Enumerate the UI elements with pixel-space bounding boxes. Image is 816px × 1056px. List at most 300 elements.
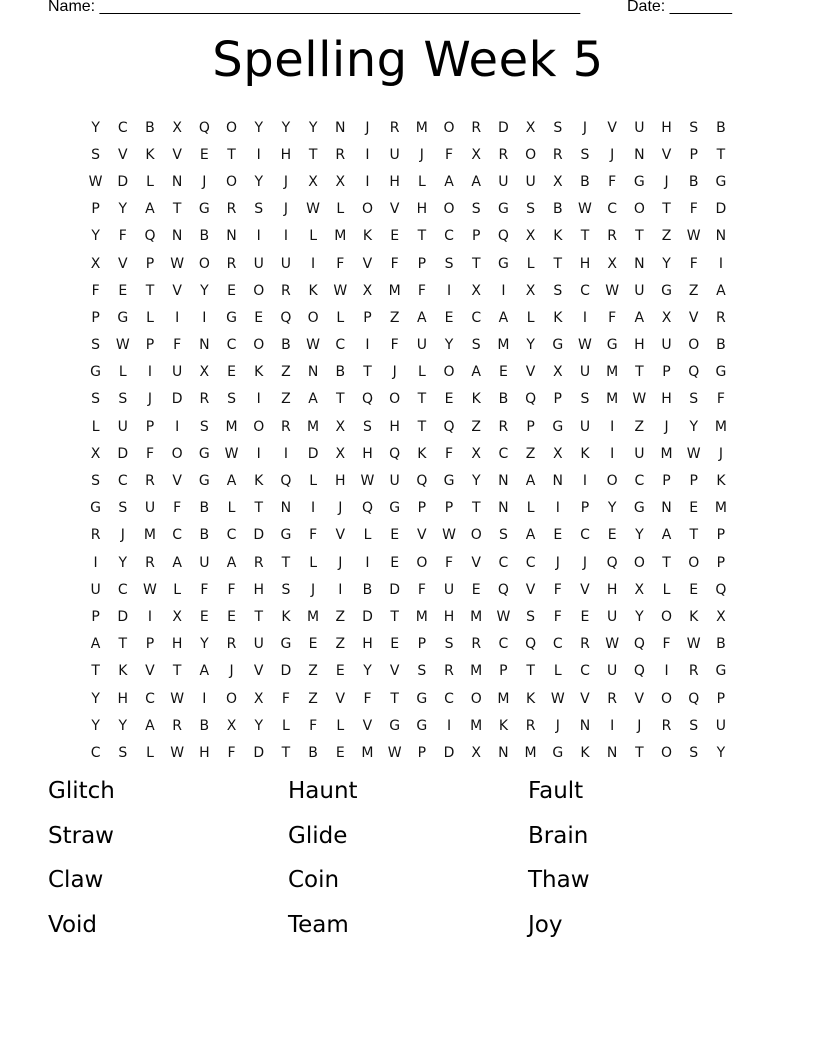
grid-cell: Y (91, 690, 100, 707)
grid-cell: F (336, 255, 345, 272)
grid-cell: F (227, 581, 236, 598)
grid-cell: I (93, 554, 98, 571)
grid-cell: M (606, 391, 619, 408)
grid-cell: I (202, 309, 207, 326)
grid-cell: O (226, 119, 238, 136)
grid-cell: N (280, 500, 292, 517)
grid-cell: I (446, 282, 452, 299)
grid-cell: V (145, 663, 155, 680)
grid-cell: K (526, 690, 536, 707)
grid-cell: H (362, 636, 373, 653)
grid-cell: N (552, 473, 564, 490)
grid-cell: F (445, 445, 454, 462)
grid-cell: S (471, 201, 481, 218)
grid-cell: D (117, 445, 129, 462)
grid-cell: E (227, 282, 236, 299)
grid-cell: L (227, 500, 236, 517)
grid-cell: U (443, 581, 455, 598)
grid-cell: B (716, 337, 726, 354)
grid-cell: P (145, 636, 155, 653)
grid-cell: D (389, 581, 401, 598)
grid-cell: A (525, 527, 536, 544)
grid-cell: F (390, 255, 399, 272)
grid-cell: S (417, 663, 427, 680)
grid-cell: J (147, 391, 153, 408)
grid-cell: E (308, 636, 318, 653)
grid-cell: M (470, 608, 483, 625)
grid-cell: R (471, 119, 482, 136)
grid-cell: K (362, 228, 373, 245)
word-list (48, 778, 768, 956)
grid-cell: R (661, 717, 672, 734)
grid-cell: G (226, 309, 237, 326)
grid-cell: P (716, 527, 726, 544)
grid-cell: L (118, 364, 127, 381)
grid-cell: F (716, 391, 725, 408)
grid-cell: A (308, 391, 318, 408)
grid-cell: X (308, 173, 318, 190)
grid-cell: G (416, 717, 428, 734)
grid-cell: H (661, 119, 672, 136)
grid-cell: C (226, 527, 237, 544)
grid-cell: T (281, 554, 291, 571)
grid-cell: W (115, 337, 130, 354)
grid-cell: E (335, 744, 345, 761)
word-list-item: Glide (288, 822, 348, 849)
grid-cell: L (526, 309, 535, 326)
grid-cell: M (524, 744, 537, 761)
grid-cell: I (718, 255, 723, 272)
grid-cell: J (392, 364, 397, 381)
word-list-item: Void (48, 911, 98, 938)
grid-cell: T (390, 608, 399, 625)
grid-cell: I (365, 554, 370, 571)
grid-cell: K (580, 445, 590, 462)
grid-cell: K (308, 282, 318, 299)
grid-cell: L (336, 201, 345, 218)
grid-cell: O (606, 473, 618, 490)
grid-cell: L (363, 527, 372, 544)
grid-cell: X (90, 255, 101, 272)
grid-cell: E (390, 527, 400, 544)
grid-cell: S (526, 201, 536, 218)
grid-cell: P (471, 228, 481, 245)
grid-cell: A (661, 527, 672, 544)
grid-cell: U (607, 608, 618, 625)
grid-cell: I (147, 608, 153, 625)
grid-cell: Q (688, 364, 700, 381)
grid-cell: E (335, 663, 345, 680)
grid-cell: E (471, 581, 481, 598)
grid-cell: Z (661, 228, 672, 245)
grid-cell: E (390, 554, 400, 571)
grid-cell: I (501, 282, 506, 299)
grid-cell: L (417, 364, 426, 381)
grid-cell: C (172, 527, 183, 544)
grid-cell: P (662, 473, 671, 490)
grid-cell: O (416, 554, 428, 571)
grid-cell: S (227, 391, 236, 408)
grid-cell: Y (689, 418, 698, 435)
grid-cell: H (634, 337, 645, 354)
grid-cell: Q (633, 636, 645, 653)
grid-cell: P (689, 146, 698, 163)
grid-cell: P (716, 554, 726, 571)
grid-cell: C (498, 554, 509, 571)
grid-cell: R (226, 255, 237, 272)
grid-cell: C (117, 581, 128, 598)
grid-cell: G (280, 527, 292, 544)
grid-cell: J (664, 173, 669, 190)
grid-cell: I (175, 418, 180, 435)
grid-cell: O (226, 173, 238, 190)
grid-cell: O (253, 418, 265, 435)
grid-cell: V (688, 309, 699, 326)
grid-cell: R (607, 690, 618, 707)
grid-cell: E (254, 309, 264, 326)
grid-cell: E (444, 391, 454, 408)
grid-cell: U (579, 364, 591, 381)
grid-cell: H (579, 255, 591, 272)
grid-cell: E (199, 608, 209, 625)
grid-cell: O (226, 690, 238, 707)
grid-cell: W (686, 445, 701, 462)
grid-cell: G (606, 337, 618, 354)
grid-cell: B (498, 391, 509, 408)
grid-cell: E (390, 228, 400, 245)
grid-cell: B (362, 581, 373, 598)
grid-cell: T (172, 663, 182, 680)
grid-cell: D (117, 173, 129, 190)
grid-cell: B (716, 119, 726, 136)
grid-cell: O (688, 337, 700, 354)
grid-cell: C (552, 636, 563, 653)
grid-cell: R (335, 146, 346, 163)
grid-cell: P (689, 473, 698, 490)
grid-cell: H (661, 391, 672, 408)
grid-cell: Y (526, 337, 535, 354)
grid-cell: X (335, 418, 346, 435)
grid-cell: Q (525, 391, 537, 408)
grid-cell: B (281, 337, 291, 354)
grid-cell: E (118, 282, 128, 299)
grid-cell: V (172, 146, 182, 163)
grid-cell: V (117, 146, 128, 163)
grid-cell: H (117, 690, 129, 707)
grid-cell: T (227, 146, 236, 163)
grid-cell: V (417, 527, 427, 544)
grid-cell: D (280, 663, 292, 680)
grid-cell: J (637, 717, 642, 734)
grid-cell: U (253, 255, 264, 272)
grid-cell: O (443, 201, 455, 218)
grid-cell: M (714, 418, 727, 435)
grid-cell: X (226, 717, 237, 734)
grid-cell: R (281, 418, 291, 435)
grid-cell: H (443, 608, 455, 625)
grid-cell: O (171, 445, 183, 462)
grid-cell: G (198, 445, 210, 462)
grid-cell: M (497, 337, 510, 354)
word-list-item: Fault (528, 778, 584, 804)
word-list-item: Straw (48, 822, 114, 849)
grid-cell: U (579, 418, 591, 435)
grid-cell: M (361, 744, 374, 761)
grid-cell: A (145, 201, 155, 218)
grid-cell: G (198, 473, 210, 490)
grid-cell: M (660, 445, 673, 462)
grid-cell: P (91, 309, 100, 326)
grid-cell: B (580, 173, 590, 190)
grid-cell: W (550, 690, 565, 707)
grid-cell: M (415, 608, 428, 625)
grid-cell: B (552, 201, 563, 218)
grid-cell: T (145, 282, 155, 299)
grid-cell: D (171, 391, 183, 408)
grid-cell: C (226, 337, 237, 354)
grid-cell: L (553, 663, 562, 680)
grid-cell: I (256, 391, 261, 408)
grid-cell: W (170, 690, 185, 707)
grid-cell: C (117, 119, 128, 136)
grid-cell: L (526, 255, 535, 272)
grid-cell: D (498, 119, 509, 136)
grid-cell: S (444, 255, 454, 272)
grid-cell: I (147, 364, 153, 381)
grid-cell: I (610, 717, 615, 734)
grid-cell: C (607, 201, 618, 218)
grid-cell: T (471, 255, 481, 272)
grid-cell: G (633, 500, 645, 517)
grid-cell: R (716, 309, 726, 326)
grid-cell: F (390, 337, 399, 354)
grid-cell: J (311, 581, 316, 598)
grid-cell: Q (144, 228, 156, 245)
grid-cell: W (578, 337, 592, 354)
grid-cell: C (444, 690, 454, 707)
grid-cell: S (689, 119, 699, 136)
date-field-label: Date: _______ (627, 0, 732, 15)
name-field-label: Name: ______________________________________________________ (48, 0, 581, 15)
grid-cell: I (582, 309, 588, 326)
grid-cell: G (715, 364, 727, 381)
grid-cell: C (471, 309, 482, 326)
grid-cell: K (118, 663, 128, 680)
grid-cell: R (199, 391, 210, 408)
grid-cell: I (610, 418, 615, 435)
grid-cell: X (471, 744, 482, 761)
grid-cell: X (716, 608, 726, 625)
grid-cell: C (117, 473, 128, 490)
grid-cell: E (689, 500, 699, 517)
grid-cell: I (582, 473, 588, 490)
grid-cell: E (390, 636, 400, 653)
grid-cell: U (661, 337, 672, 354)
grid-cell: X (525, 282, 536, 299)
grid-cell: S (91, 391, 101, 408)
grid-cell: S (254, 201, 264, 218)
grid-cell: I (664, 663, 669, 680)
grid-cell: L (309, 228, 317, 245)
grid-cell: U (389, 473, 400, 490)
grid-cell: G (633, 173, 645, 190)
grid-cell: C (580, 527, 590, 544)
grid-cell: Y (254, 173, 263, 190)
grid-cell: Q (389, 445, 401, 462)
grid-cell: T (336, 391, 345, 408)
grid-cell: V (471, 554, 481, 571)
grid-cell: O (525, 146, 537, 163)
grid-cell: H (362, 445, 373, 462)
grid-cell: T (662, 201, 671, 218)
grid-cell: R (145, 554, 155, 571)
grid-cell: D (362, 608, 373, 625)
grid-cell: W (686, 636, 701, 653)
grid-cell: C (525, 554, 536, 571)
grid-cell: G (661, 282, 672, 299)
grid-cell: E (498, 364, 508, 381)
grid-cell: G (117, 309, 129, 326)
grid-cell: A (199, 663, 210, 680)
grid-cell: Y (444, 337, 454, 354)
grid-cell: Y (200, 636, 209, 653)
grid-cell: R (607, 228, 618, 245)
grid-cell: Z (281, 364, 291, 381)
grid-cell: I (338, 581, 343, 598)
grid-cell: M (470, 717, 483, 734)
grid-cell: P (417, 636, 427, 653)
grid-cell: U (117, 418, 128, 435)
grid-cell: R (90, 527, 101, 544)
grid-cell: K (254, 473, 264, 490)
grid-cell: V (172, 473, 182, 490)
grid-cell: R (226, 636, 237, 653)
grid-cell: I (365, 337, 370, 354)
grid-cell: U (607, 663, 618, 680)
grid-cell: G (389, 500, 401, 517)
grid-cell: Q (443, 418, 455, 435)
grid-cell: W (306, 337, 321, 354)
grid-cell: V (580, 690, 590, 707)
grid-cell: F (445, 146, 454, 163)
grid-cell: T (172, 201, 182, 218)
grid-cell: V (335, 690, 346, 707)
word-list-item: Haunt (288, 778, 358, 804)
word-list-item: Joy (528, 911, 563, 938)
grid-cell: K (498, 717, 508, 734)
grid-cell: J (582, 119, 588, 136)
word-list-item: Brain (528, 822, 589, 849)
grid-cell: L (146, 173, 154, 190)
grid-cell: P (662, 364, 671, 381)
grid-cell: T (91, 663, 100, 680)
grid-cell: A (417, 309, 427, 326)
grid-cell: R (552, 146, 563, 163)
grid-cell: B (199, 717, 210, 734)
grid-cell: H (606, 581, 618, 598)
grid-cell: R (253, 554, 264, 571)
grid-cell: A (90, 636, 101, 653)
grid-cell: L (336, 717, 345, 734)
grid-cell: Y (118, 554, 128, 571)
grid-cell: C (498, 636, 509, 653)
grid-cell: O (661, 608, 673, 625)
grid-cell: R (444, 663, 454, 680)
grid-cell: O (633, 554, 645, 571)
grid-cell: P (363, 309, 372, 326)
grid-cell: J (718, 445, 723, 462)
grid-cell: S (689, 391, 699, 408)
grid-cell: V (362, 255, 373, 272)
grid-cell: F (689, 255, 698, 272)
grid-cell: W (496, 608, 511, 625)
grid-cell: S (91, 146, 101, 163)
grid-cell: O (633, 201, 645, 218)
grid-cell: B (688, 173, 699, 190)
grid-cell: L (662, 581, 671, 598)
grid-cell: X (471, 146, 482, 163)
grid-cell: W (224, 445, 239, 462)
grid-cell: Q (525, 636, 537, 653)
grid-cell: H (389, 418, 400, 435)
grid-cell: G (198, 201, 210, 218)
grid-cell: B (716, 636, 726, 653)
grid-cell: A (226, 473, 237, 490)
grid-cell: F (445, 554, 454, 571)
grid-cell: K (689, 608, 699, 625)
grid-cell: O (661, 744, 673, 761)
grid-cell: X (335, 173, 346, 190)
grid-cell: W (686, 228, 701, 245)
grid-cell: X (172, 608, 182, 625)
grid-cell: I (256, 228, 261, 245)
grid-cell: S (444, 636, 454, 653)
grid-cell: L (146, 744, 154, 761)
grid-cell: P (553, 391, 562, 408)
grid-cell: F (309, 527, 318, 544)
grid-cell: Y (471, 473, 481, 490)
grid-cell: H (171, 636, 183, 653)
word-search-grid (82, 114, 735, 767)
grid-cell: Q (715, 581, 727, 598)
grid-cell: F (200, 581, 209, 598)
grid-cell: L (309, 554, 317, 571)
grid-cell: J (283, 173, 288, 190)
grid-cell: Y (635, 608, 644, 625)
grid-cell: Z (308, 690, 318, 707)
grid-cell: F (553, 608, 562, 625)
grid-cell: J (664, 418, 669, 435)
grid-cell: Y (607, 500, 617, 517)
grid-cell: Y (254, 717, 263, 734)
grid-cell: S (498, 527, 508, 544)
grid-cell: X (90, 445, 101, 462)
grid-cell: N (199, 337, 210, 354)
grid-cell: E (227, 608, 236, 625)
grid-cell: L (146, 309, 154, 326)
worksheet-header (48, 0, 732, 16)
grid-cell: T (526, 663, 535, 680)
grid-cell: X (661, 309, 672, 326)
grid-cell: F (173, 337, 182, 354)
grid-cell: P (91, 608, 100, 625)
grid-cell: B (199, 228, 210, 245)
grid-cell: S (281, 581, 291, 598)
grid-cell: T (254, 608, 263, 625)
grid-cell: Y (363, 663, 372, 680)
grid-cell: W (578, 201, 592, 218)
grid-cell: F (173, 500, 182, 517)
